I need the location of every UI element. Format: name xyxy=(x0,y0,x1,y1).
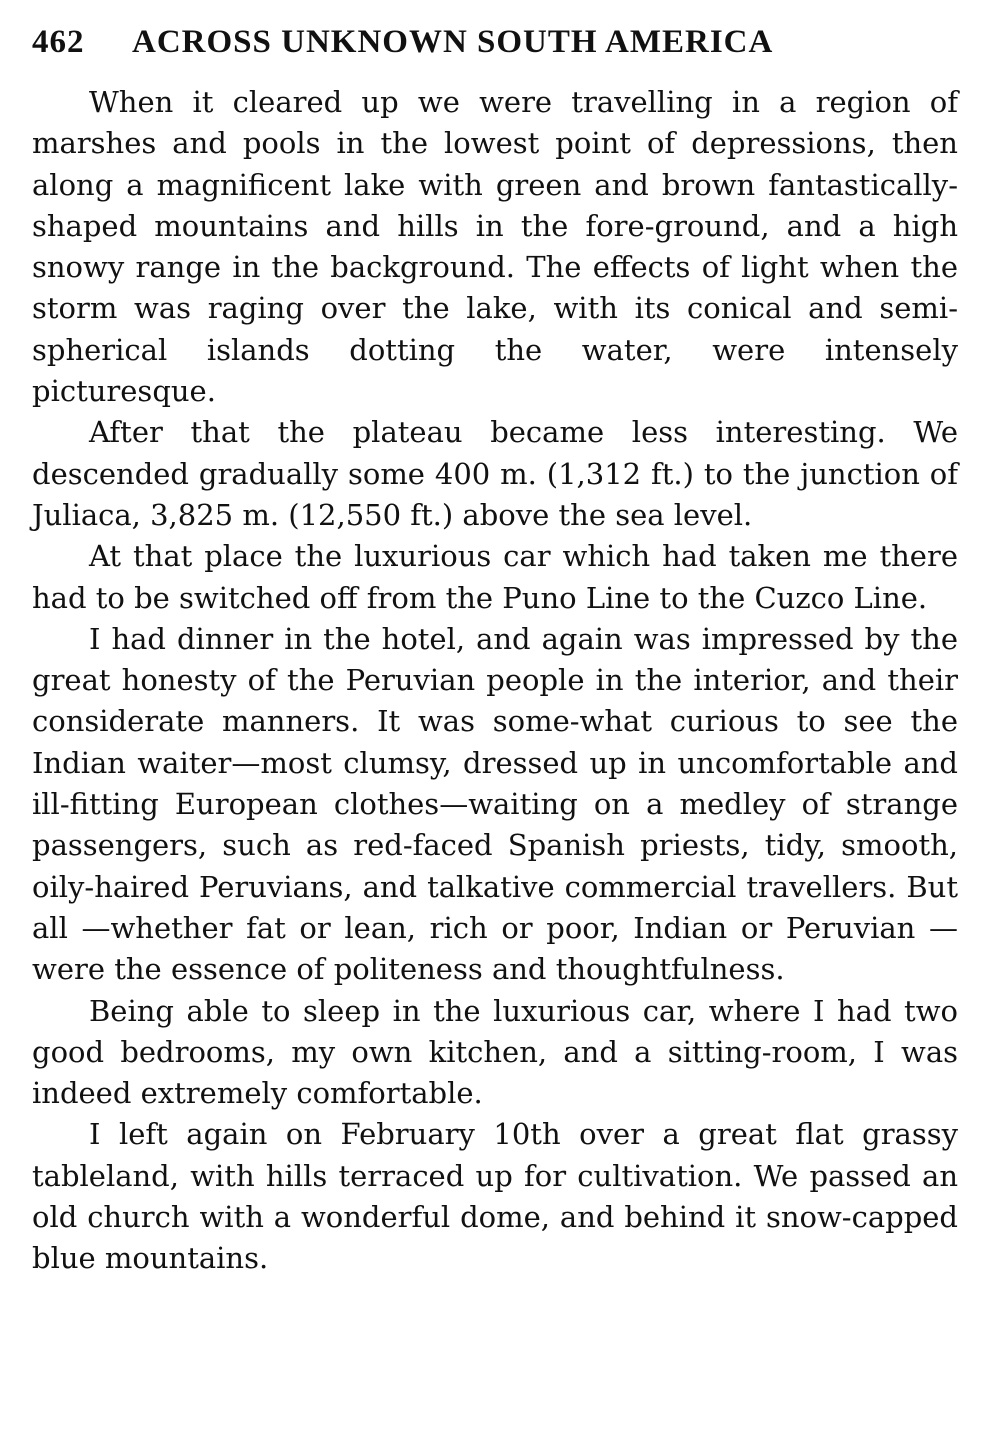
running-head xyxy=(32,18,958,66)
body-text xyxy=(32,82,958,1280)
paragraph-february-10th: I left again on February 10th over a great flat grassy tableland, with hills terraced up for cultivation. We passed an old church with a wonderful dome, and behind it snow-capped blue mountains. xyxy=(32,1117,958,1276)
paragraph-marshes-lake: When it cleared up we were travelling in a region of marshes and pools in the lowest point of depressions, then along a magnificent lake with green and brown fantastically-shaped mountains and hills in the fore-ground, and a high snowy range in the background. The effects of light when the storm was raging over the lake, with its conical and semi-spherical islands dotting the water, were intensely picturesque. xyxy=(32,85,958,409)
paragraph-puno-cuzco: At that place the luxurious car which had taken me there had to be switched off from the Puno Line to the Cuzco Line. xyxy=(32,539,958,615)
book-page xyxy=(32,18,958,1280)
paragraph-hotel-dinner: I had dinner in the hotel, and again was impressed by the great honesty of the Peruvian people in the interior, and their considerate manners. It was some-what curious to see the Indian waiter—most clumsy, dressed up in uncomfortable and ill-fitting European clothes—waiting on a medley of strange passengers, such as red-faced Spanish priests, tidy, smooth, oily-haired Peruvians, and talkative commercial travellers. But all —whether fat or lean, rich or poor, Indian or Peruvian —were the essence of politeness and thoughtfulness. xyxy=(32,621,958,987)
book-title: ACROSS UNKNOWN SOUTH AMERICA xyxy=(132,24,774,60)
paragraph-luxurious-car: Being able to sleep in the luxurious car, where I had two good bedrooms, my own kitchen, and a sitting-room, I was indeed extremely comfortable. xyxy=(32,993,958,1111)
paragraph-juliaca: After that the plateau became less interesting. We descended gradually some 400 m. (1,312 ft.) to the junction of Juliaca, 3,825 m. (12,550 ft.) above the sea level. xyxy=(32,415,958,532)
page-number: 462 xyxy=(32,24,85,60)
